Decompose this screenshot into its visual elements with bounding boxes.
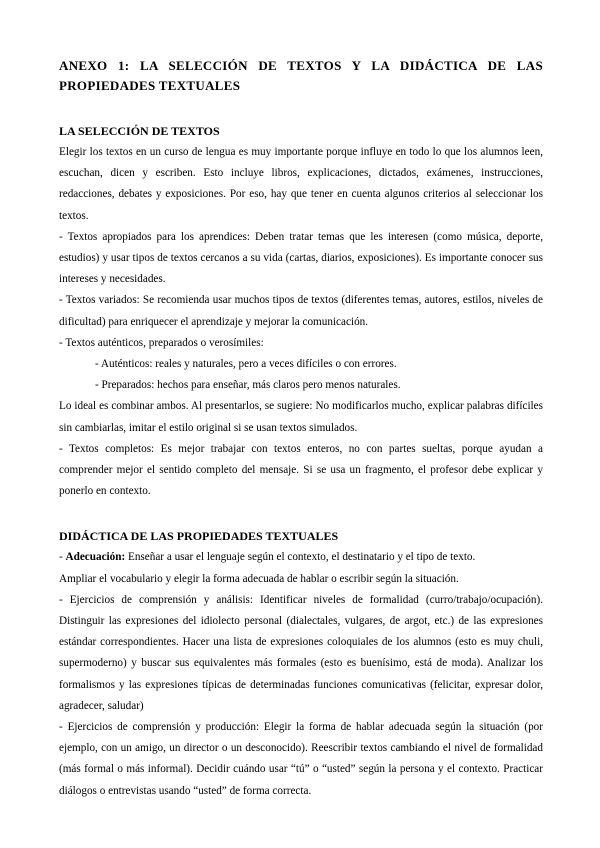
adecuacion-label: Adecuación: xyxy=(65,551,126,564)
paragraph-textos-apropiados: - Textos apropiados para los aprendices: Deben tratar temas que les interesen (como música, deporte, estudios) y usar tipos de textos cercanos a su vida (cartas, diarios, exposiciones). Es importante conocer sus intereses y necesidades. xyxy=(59,230,543,286)
paragraph-intro: Elegir los textos en un curso de lengua es muy importante porque influye en todo lo que los alumnos leen, escuchan, dicen y escriben. Esto incluye libros, explicaciones, dictados, exámenes, instrucciones, redacciones, debates y exposiciones. Por eso, hay que tener en cuenta algunos criterios al seleccionar los textos. xyxy=(59,146,543,222)
paragraph-ejercicios-analisis: - Ejercicios de comprensión y análisis: Identificar niveles de formalidad (curro/trabajo/ocupación). Distinguir las expresiones del idiolecto personal (dialectales, vulgares, de argot, etc.) de las expresiones estándar correspondientes. Hacer una lista de expresiones coloquiales de los alumnos (esto es muy chuli, supermoderno) y buscar sus equivalentes más formales (esto es buenísimo, está de moda). Analizar los formalismos y las expresiones típicas de determinadas funciones comunicativas (felicitar, expresar dolor, agradecer, saludar) xyxy=(59,593,543,712)
adecuacion-text: Enseñar a usar el lenguaje según el contexto, el destinatario y el tipo de texto. xyxy=(125,551,476,564)
sub-item-preparados: - Preparados: hechos para enseñar, más claros pero menos naturales. xyxy=(95,379,401,392)
annex-title xyxy=(59,56,543,96)
document-page xyxy=(59,56,543,802)
paragraph-lo-ideal: Lo ideal es combinar ambos. Al presentarlos, se sugiere: No modificarlos mucho, explicar palabras difíciles sin cambiarlas, imitar el estilo original si se usan textos simulados. xyxy=(59,400,543,434)
paragraph-textos-completos: - Textos completos: Es mejor trabajar con textos enteros, no con partes sueltas, porque ayudan a comprender mejor el sentido completo del mensaje. Si se usa un fragmento, el profesor debe explicar y ponerlo en contexto. xyxy=(59,442,543,498)
annex-title-line-2: PROPIEDADES TEXTUALES xyxy=(59,78,241,93)
paragraph-textos-variados: - Textos variados: Se recomienda usar muchos tipos de textos (diferentes temas, autores, estilos, niveles de dificultad) para enriquecer el aprendizaje y mejorar la comunicación. xyxy=(59,294,543,328)
section-heading-seleccion: LA SELECCIÓN DE TEXTOS xyxy=(59,124,220,138)
paragraph-adecuacion xyxy=(59,547,543,568)
adecuacion-dash: - xyxy=(59,551,66,564)
sub-item-autenticos: - Auténticos: reales y naturales, pero a veces difíciles o con errores. xyxy=(95,358,397,371)
paragraph-ampliar: Ampliar el vocabulario y elegir la forma adecuada de hablar o escribir según la situación. xyxy=(59,572,459,585)
annex-title-line-1: ANEXO 1: LA SELECCIÓN DE TEXTOS Y LA DIDÁCTICA DE LAS xyxy=(59,58,543,73)
section-heading-didactica: DIDÁCTICA DE LAS PROPIEDADES TEXTUALES xyxy=(59,529,339,544)
paragraph-textos-autenticos: - Textos auténticos, preparados o verosímiles: xyxy=(59,336,264,349)
paragraph-ejercicios-produccion: - Ejercicios de comprensión y producción: Elegir la forma de hablar adecuada según la situación (por ejemplo, con un amigo, un director o un desconocido). Reescribir textos cambiando el nivel de formalidad (más formal o más informal). Decidir cuándo usar “tú” o “usted” según la persona y el contexto. Practicar diálogos o entrevistas usando “usted” de forma correcta. xyxy=(59,721,543,797)
